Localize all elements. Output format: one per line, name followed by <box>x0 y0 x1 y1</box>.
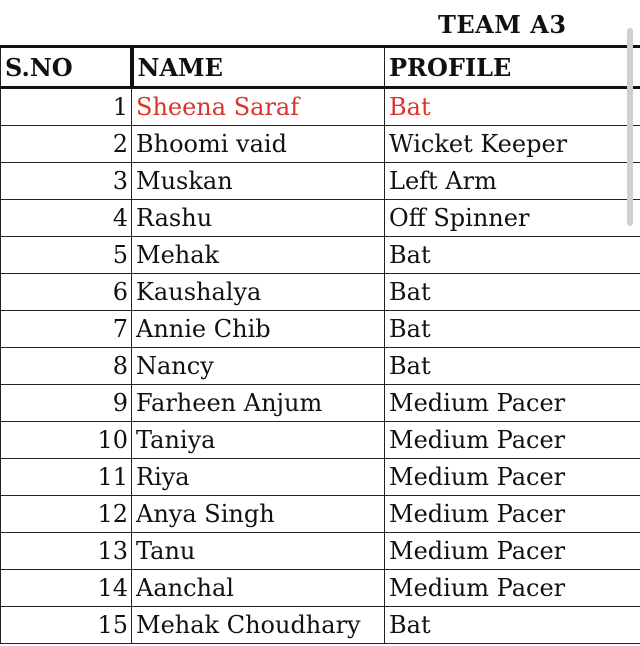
player-name: Taniya <box>132 422 385 459</box>
player-sno: 14 <box>1 570 132 607</box>
header-name: NAME <box>132 47 385 88</box>
player-profile: Bat <box>385 311 640 348</box>
player-sno: 6 <box>1 274 132 311</box>
player-name: Bhoomi vaid <box>132 126 385 163</box>
team-title: TEAM A3 <box>438 10 567 39</box>
player-sno: 8 <box>1 348 132 385</box>
player-sno: 15 <box>1 607 132 644</box>
player-sno: 1 <box>1 88 132 126</box>
player-name: Kaushalya <box>132 274 385 311</box>
player-name: Riya <box>132 459 385 496</box>
player-profile: Bat <box>385 88 640 126</box>
table-row <box>1 200 640 237</box>
header-row <box>1 47 640 88</box>
header-sno: S.NO <box>1 47 132 88</box>
table-row <box>1 533 640 570</box>
player-name: Annie Chib <box>132 311 385 348</box>
player-name: Nancy <box>132 348 385 385</box>
table-row <box>1 126 640 163</box>
player-profile: Medium Pacer <box>385 459 640 496</box>
player-profile: Medium Pacer <box>385 422 640 459</box>
player-sno: 10 <box>1 422 132 459</box>
player-sno: 2 <box>1 126 132 163</box>
player-name: Tanu <box>132 533 385 570</box>
player-sno: 12 <box>1 496 132 533</box>
table-row <box>1 88 640 126</box>
player-profile: Bat <box>385 607 640 644</box>
header-profile: PROFILE <box>385 47 640 88</box>
table-row <box>1 237 640 274</box>
table-row <box>1 570 640 607</box>
table-row <box>1 385 640 422</box>
player-profile: Bat <box>385 274 640 311</box>
player-name: Anya Singh <box>132 496 385 533</box>
player-sno: 5 <box>1 237 132 274</box>
player-name: Mehak <box>132 237 385 274</box>
table-row <box>1 311 640 348</box>
player-name: Farheen Anjum <box>132 385 385 422</box>
player-sno: 7 <box>1 311 132 348</box>
player-profile: Medium Pacer <box>385 533 640 570</box>
player-profile: Left Arm <box>385 163 640 200</box>
player-profile: Medium Pacer <box>385 570 640 607</box>
team-roster-table <box>0 45 640 644</box>
table-row <box>1 422 640 459</box>
player-profile: Medium Pacer <box>385 385 640 422</box>
player-name: Muskan <box>132 163 385 200</box>
table-row <box>1 163 640 200</box>
player-profile: Medium Pacer <box>385 496 640 533</box>
roster-body <box>1 88 640 644</box>
table-row <box>1 459 640 496</box>
player-name: Mehak Choudhary <box>132 607 385 644</box>
table-row <box>1 496 640 533</box>
player-name: Sheena Saraf <box>132 88 385 126</box>
player-sno: 13 <box>1 533 132 570</box>
vertical-scrollbar[interactable] <box>627 28 633 226</box>
player-sno: 11 <box>1 459 132 496</box>
player-sno: 9 <box>1 385 132 422</box>
player-name: Aanchal <box>132 570 385 607</box>
player-profile: Bat <box>385 237 640 274</box>
player-profile: Wicket Keeper <box>385 126 640 163</box>
table-row <box>1 274 640 311</box>
table-row <box>1 348 640 385</box>
player-sno: 4 <box>1 200 132 237</box>
player-profile: Off Spinner <box>385 200 640 237</box>
player-name: Rashu <box>132 200 385 237</box>
table-row <box>1 607 640 644</box>
player-sno: 3 <box>1 163 132 200</box>
player-profile: Bat <box>385 348 640 385</box>
